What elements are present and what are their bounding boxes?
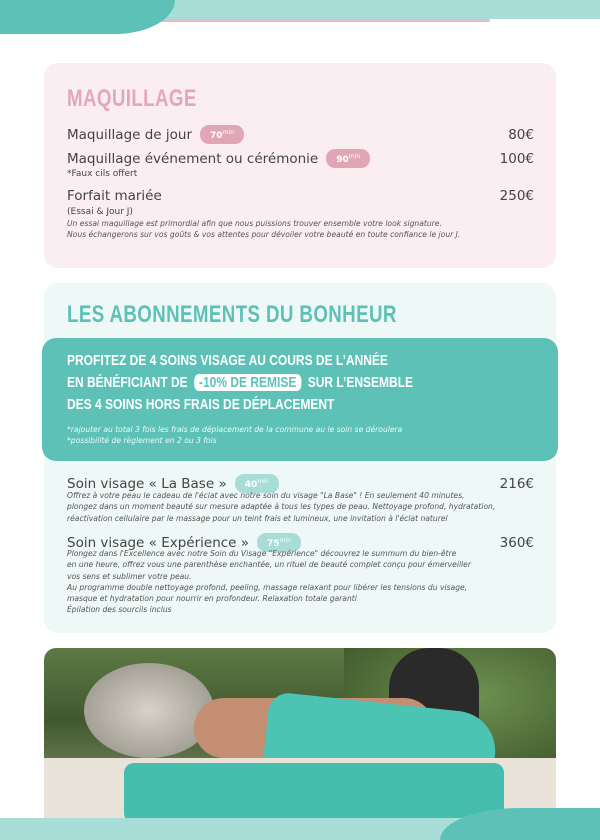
promo-banner: [42, 338, 558, 461]
duration-badge: $40^{min}$: [235, 474, 279, 493]
service-name: Forfait mariée: [67, 188, 162, 204]
service-row: [67, 125, 534, 144]
massage-photo: [44, 648, 556, 828]
service-price: 250€: [499, 188, 534, 204]
service-description: Offrez à votre peau le cadeau de l'éclat avec notre soin du visage "La Base" ! En seulement 40 minutes, plongez dans un moment beauté sur mesure adaptée à tous les types de peau. Nettoyage profond, hydratation, réactivation cellulaire par le massage pour un teint frais et lumineux, une invitation à l'éclat naturel: [67, 491, 496, 523]
promo-line: PROFITEZ DE 4 SOINS VISAGE AU COURS DE L’ANNÉE: [67, 352, 388, 369]
service-description: Plongez dans l'Excellence avec notre Soin du Visage "Expérience" découvrez le summum du bien-être en une heure, offrez vous une parenthèse enchantée, un rituel de beauté complet conçu pour émerveiller vos sens et sublimer votre peau. Au programme double nettoyage profond, peeling, massage relaxant pour libérer les tensions du visage, masque et hydratation pour nourrir en profondeur. Relaxation totale garanti Épilation des sourcils inclus: [67, 549, 471, 615]
top-decoration: [0, 0, 600, 40]
service-description: Un essai maquillage est primordial afin que nous puissions trouver ensemble votre look signature. Nous échangerons sur vos goûts & vos attentes pour dévoiler votre beauté en toute confiance le jour J.: [67, 219, 461, 240]
service-price: 360€: [499, 534, 534, 551]
promo-line: DES 4 SOINS HORS FRAIS DE DÉPLACEMENT: [67, 396, 335, 413]
promo-notes: *rajouter au total 3 fois les frais de déplacement de la commune au le soin se déroulera *possibilité de règlement en 2 ou 3 fois: [67, 425, 403, 445]
service-name: Maquillage de jour: [67, 126, 193, 143]
service-price: 216€: [499, 475, 534, 492]
duration-badge: $75^{min}$: [257, 533, 301, 552]
service-name: Maquillage événement ou cérémonie: [67, 150, 319, 167]
section-title: LES ABONNEMENTS DU BONHEUR: [67, 301, 397, 328]
service-note: *Faux cils offert: [67, 169, 138, 179]
service-row: [67, 149, 534, 168]
service-row: [67, 188, 534, 204]
service-price: 100€: [499, 150, 534, 167]
service-note: (Essai & Jour J): [67, 207, 133, 217]
duration-badge: $90^{min}$: [326, 149, 370, 168]
section-title: MAQUILLAGE: [67, 85, 197, 112]
duration-badge: $70^{min}$: [200, 125, 244, 144]
promo-line: EN BÉNÉFICIANT DE -10% DE REMISE SUR L’ENSEMBLE: [67, 374, 414, 391]
bottom-decoration: [0, 818, 600, 840]
maquillage-card: [44, 63, 556, 268]
service-name: Soin visage « Expérience »: [67, 534, 250, 551]
service-price: 80€: [508, 126, 534, 143]
service-name: Soin visage « La Base »: [67, 475, 227, 492]
discount-highlight: -10% DE REMISE: [194, 374, 301, 391]
